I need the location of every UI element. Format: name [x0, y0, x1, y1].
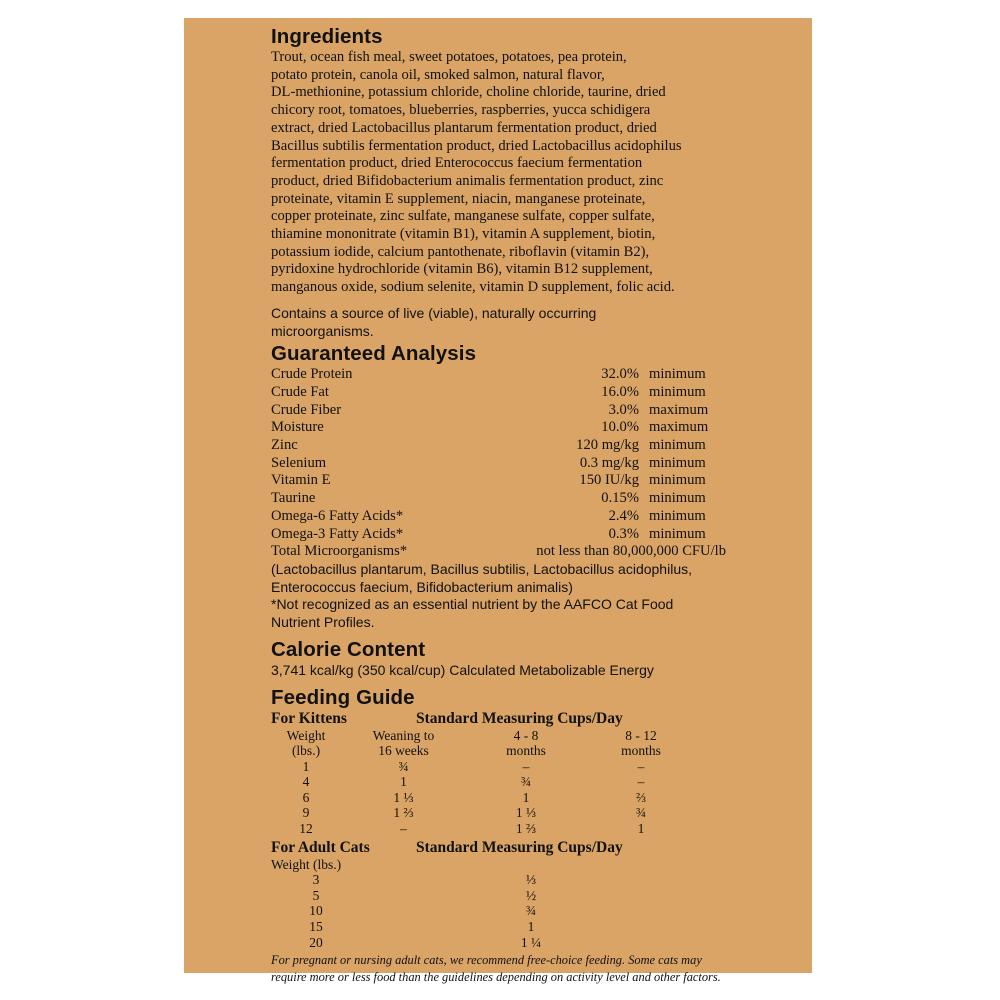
- analysis-name: Vitamin E: [271, 472, 331, 489]
- ingredients-text: [271, 49, 741, 297]
- kittens-table-cell: 1: [400, 774, 407, 790]
- adults-table-cell: 1: [527, 919, 535, 935]
- kittens-table-cell: 1: [637, 821, 645, 837]
- analysis-qualifier: minimum: [649, 507, 706, 524]
- analysis-name: Taurine: [271, 490, 316, 507]
- kittens-table-cell: 12: [299, 821, 313, 837]
- analysis-value: 3.0%: [608, 401, 639, 418]
- analysis-value: 10.0%: [601, 419, 639, 436]
- analysis-row: [271, 508, 741, 526]
- analysis-row-microorganisms: [271, 543, 741, 561]
- kittens-column-header: Weight: [286, 727, 326, 743]
- ingredients-line: Trout, ocean fish meal, sweet potatoes, potatoes, pea protein,: [271, 49, 627, 65]
- analysis-value: 150 IU/kg: [579, 472, 639, 489]
- analysis-name: Omega-6 Fatty Acids*: [271, 507, 404, 524]
- analysis-name: Total Microorganisms*: [271, 543, 408, 560]
- adults-table-row: [271, 903, 741, 919]
- kittens-table: [271, 728, 741, 837]
- kittens-table-cell: ¾: [520, 774, 532, 790]
- kittens-column-header: (lbs.): [291, 743, 321, 759]
- kittens-table-cell: –: [522, 758, 530, 774]
- analysis-row: [271, 526, 741, 544]
- kittens-table-cell: –: [637, 758, 645, 774]
- kittens-table-cell: 1: [522, 789, 530, 805]
- kittens-table-cell: 1 ⅓: [393, 789, 414, 805]
- ingredients-line: pyridoxine hydrochloride (vitamin B6), vitamin B12 supplement,: [271, 261, 653, 278]
- feeding-guide-heading: Feeding Guide: [271, 685, 415, 709]
- analysis-row: [271, 402, 741, 420]
- kittens-table-row: [271, 821, 741, 837]
- adults-weight-label: Weight (lbs.): [271, 856, 342, 872]
- calorie-content-heading: Calorie Content: [271, 637, 426, 661]
- ingredients-line: Bacillus subtilis fermentation product, dried Lactobacillus acidophilus: [271, 137, 682, 154]
- kittens-column-header-row: [271, 728, 741, 744]
- analysis-row: [271, 384, 741, 402]
- ingredients-line: potassium iodide, calcium pantothenate, riboflavin (vitamin B2),: [271, 243, 650, 260]
- kittens-table-cell: –: [400, 821, 407, 837]
- ingredients-line: thiamine mononitrate (vitamin B1), vitamin A supplement, biotin,: [271, 226, 656, 243]
- adults-table-row: [271, 872, 741, 888]
- adults-table-cell: 20: [309, 934, 323, 950]
- adults-table-cell: ¾: [525, 903, 537, 919]
- analysis-row: [271, 437, 741, 455]
- adults-label: For Adult Cats: [271, 838, 370, 856]
- kittens-table-cell: 1 ⅔: [515, 821, 537, 837]
- analysis-qualifier: minimum: [649, 472, 706, 489]
- analysis-qualifier: minimum: [649, 490, 706, 507]
- microorganisms-note-line: Nutrient Profiles.: [271, 614, 375, 631]
- ingredients-note-line: Contains a source of live (viable), naturally occurring: [271, 304, 597, 321]
- adults-table-cell: 3: [312, 872, 320, 888]
- microorganisms-note-line: *Not recognized as an essential nutrient by the AAFCO Cat Food: [271, 596, 674, 613]
- kittens-table-cell: ⅔: [635, 789, 647, 805]
- analysis-value: 16.0%: [601, 383, 639, 400]
- analysis-qualifier: minimum: [649, 383, 706, 400]
- adults-table-cell: 15: [309, 919, 323, 935]
- ingredients-line: fermentation product, dried Enterococcus faecium fermentation: [271, 155, 643, 172]
- ingredients-line: DL-methionine, potassium chloride, choline chloride, taurine, dried: [271, 84, 666, 101]
- kittens-table-row: [271, 805, 741, 821]
- ingredients-line: manganous oxide, sodium selenite, vitamin D supplement, folic acid.: [271, 279, 675, 296]
- kittens-table-cell: ¾: [635, 805, 647, 821]
- kittens-table-cell: 1 ⅓: [515, 805, 537, 821]
- microorganisms-note-line: Enterococcus faecium, Bifidobacterium animalis): [271, 578, 573, 595]
- kittens-table-cell: 4: [302, 774, 310, 790]
- kittens-column-header: 16 weeks: [378, 743, 429, 759]
- kittens-subheading: [271, 710, 741, 728]
- adults-table: [271, 872, 741, 950]
- kittens-table-cell: 9: [302, 805, 310, 821]
- analysis-row: [271, 472, 741, 490]
- analysis-value: 2.4%: [608, 507, 639, 524]
- adults-table-row: [271, 888, 741, 904]
- analysis-name: Crude Fiber: [271, 401, 342, 418]
- adults-weight-label-row: [271, 857, 741, 873]
- analysis-table: [271, 366, 741, 543]
- kittens-table-row: [271, 790, 741, 806]
- feeding-note-line: require more or less food than the guidelines depending on activity level and other factors.: [271, 969, 721, 984]
- kittens-table-cell: 1 ⅔: [393, 805, 414, 821]
- ingredients-line: copper proteinate, zinc sulfate, manganese sulfate, copper sulfate,: [271, 208, 655, 225]
- analysis-qualifier: minimum: [649, 454, 706, 471]
- kittens-column-header: months: [506, 743, 546, 759]
- microorganisms-note-line: (Lactobacillus plantarum, Bacillus subtilis, Lactobacillus acidophilus,: [271, 560, 692, 577]
- kittens-column-header: 8 - 12: [625, 727, 657, 743]
- label-panel: [184, 18, 812, 984]
- analysis-name: Omega-3 Fatty Acids*: [271, 525, 404, 542]
- analysis-row: [271, 455, 741, 473]
- kittens-label: For Kittens: [271, 709, 347, 727]
- kittens-column-header: Weaning to: [372, 727, 435, 743]
- kittens-column-header: months: [621, 743, 661, 759]
- kittens-table-cell: 6: [302, 789, 310, 805]
- calorie-content-text: 3,741 kcal/kg (350 kcal/cup) Calculated Metabolizable Energy: [271, 661, 654, 678]
- feeding-note: [271, 952, 746, 985]
- analysis-qualifier: maximum: [649, 419, 709, 436]
- guaranteed-analysis-heading: Guaranteed Analysis: [271, 342, 477, 366]
- analysis-name: Zinc: [271, 437, 298, 454]
- analysis-qualifier: minimum: [649, 525, 706, 542]
- analysis-value: 0.3 mg/kg: [579, 454, 639, 471]
- ingredients-line: product, dried Bifidobacterium animalis fermentation product, zinc: [271, 172, 664, 189]
- adults-table-cell: 5: [312, 887, 320, 903]
- analysis-name: Crude Fat: [271, 383, 329, 400]
- analysis-name: Selenium: [271, 454, 327, 471]
- ingredients-line: potato protein, canola oil, smoked salmon, natural flavor,: [271, 66, 605, 83]
- adults-table-cell: ⅓: [525, 872, 537, 888]
- kittens-table-row: [271, 774, 741, 790]
- ingredients-note: [271, 305, 741, 340]
- ingredients-note-line: microorganisms.: [271, 322, 374, 339]
- adults-table-cell: ½: [525, 887, 537, 903]
- analysis-qualifier: minimum: [649, 437, 706, 454]
- kittens-column-header: 4 - 8: [513, 727, 539, 743]
- kittens-table-row: [271, 759, 741, 775]
- kittens-table-cell: ¾: [398, 758, 409, 774]
- adults-table-cell: 1 ¼: [520, 934, 542, 950]
- adults-table-row: [271, 935, 741, 951]
- analysis-name: Crude Protein: [271, 366, 353, 383]
- adults-subheading: [271, 839, 741, 857]
- analysis-value: 0.15%: [601, 490, 639, 507]
- kittens-table-cell: 1: [302, 758, 310, 774]
- analysis-row: [271, 490, 741, 508]
- adults-table-row: [271, 919, 741, 935]
- analysis-qualifier: minimum: [649, 366, 706, 383]
- adults-table-cell: 10: [309, 903, 323, 919]
- feeding-note-line: For pregnant or nursing adult cats, we recommend free-choice feeding. Some cats may: [271, 953, 702, 968]
- analysis-row: [271, 419, 741, 437]
- analysis-row: [271, 366, 741, 384]
- analysis-name: Moisture: [271, 419, 324, 436]
- analysis-value: 120 mg/kg: [576, 437, 639, 454]
- analysis-value: 32.0%: [601, 366, 639, 383]
- ingredients-heading: Ingredients: [271, 25, 383, 48]
- kittens-column-header-row: [271, 743, 741, 759]
- ingredients-line: chicory root, tomatoes, blueberries, raspberries, yucca schidigera: [271, 102, 651, 119]
- ingredients-line: extract, dried Lactobacillus plantarum fermentation product, dried: [271, 119, 657, 136]
- analysis-value: not less than 80,000,000 CFU/lb: [536, 543, 726, 560]
- adults-cups-header: Standard Measuring Cups/Day: [416, 838, 623, 856]
- microorganisms-note: [271, 561, 741, 632]
- kittens-table-cell: –: [637, 774, 645, 790]
- analysis-value: 0.3%: [608, 525, 639, 542]
- label-content: [271, 25, 741, 985]
- ingredients-line: proteinate, vitamin E supplement, niacin, manganese proteinate,: [271, 190, 646, 207]
- kittens-cups-header: Standard Measuring Cups/Day: [416, 709, 623, 727]
- analysis-qualifier: maximum: [649, 401, 709, 418]
